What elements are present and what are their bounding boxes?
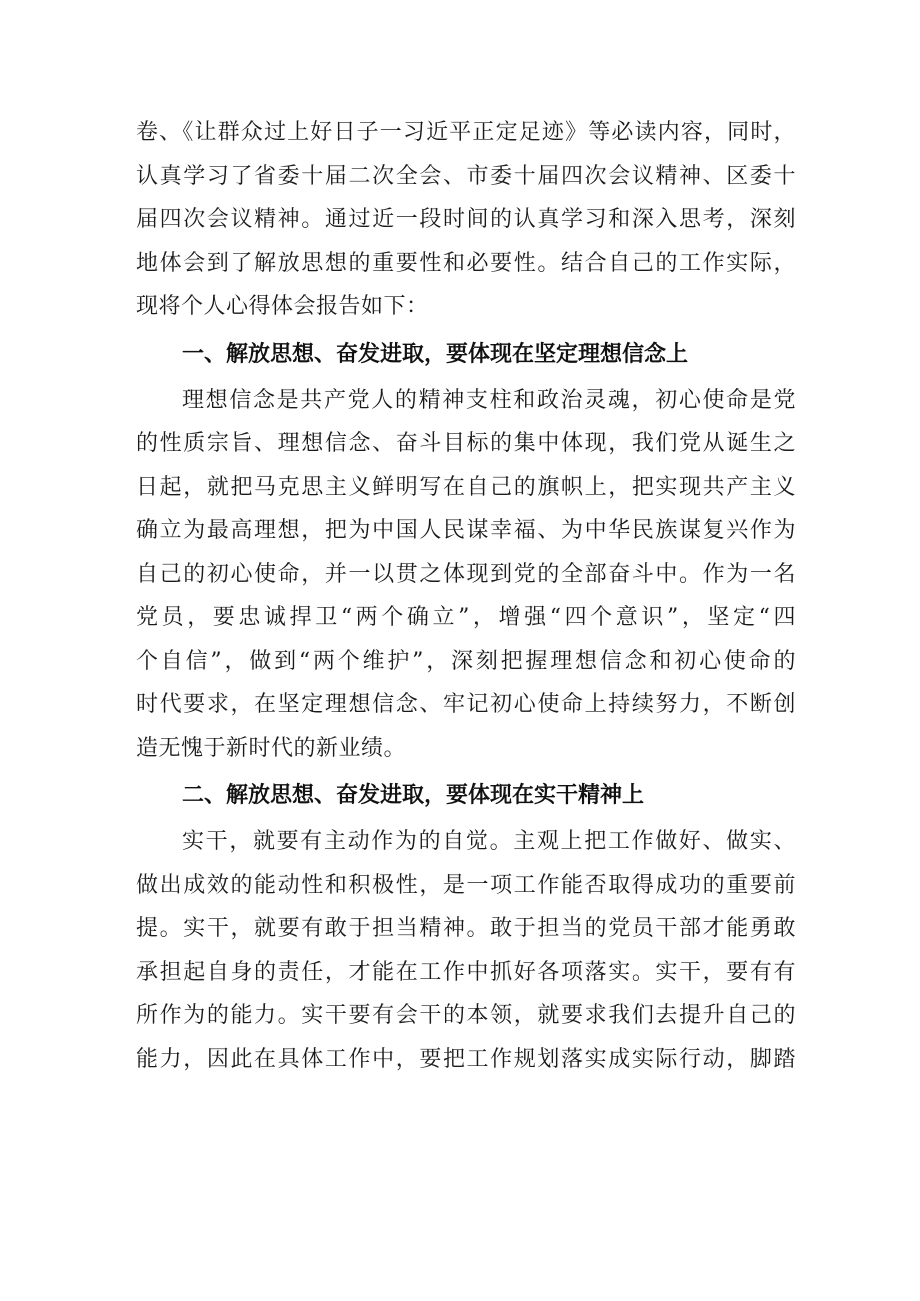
paragraph-line: 时代要求，在坚定理想信念、牢记初心使命上持续努力，不断创 bbox=[136, 692, 796, 717]
paragraph-line: 地体会到了解放思想的重要性和必要性。结合自己的工作实际， bbox=[136, 250, 796, 276]
section-heading-1: 一、解放思想、奋发进取，要体现在坚定理想信念上 bbox=[182, 341, 689, 367]
paragraph-line: 造无愧于新时代的新业绩。 bbox=[136, 735, 407, 761]
paragraph-line: 卷、《让群众过上好日子一习近平正定足迹》等必读内容，同时， bbox=[136, 120, 796, 145]
paragraph-line: 个自信”，做到“两个维护”，深刻把握理想信念和初心使命的 bbox=[136, 648, 796, 674]
paragraph-line: 所作为的能力。实干要有会干的本领，就要求我们去提升自己的 bbox=[136, 1003, 796, 1028]
section-2-paragraph bbox=[136, 820, 796, 1081]
paragraph-line: 党员，要忠诚捍卫“两个确立”，增强“四个意识”，坚定“四 bbox=[136, 605, 796, 630]
paragraph-line: 届四次会议精神。通过近一段时间的认真学习和深入思考，深刻 bbox=[136, 207, 796, 232]
paragraph-line: 能力，因此在具体工作中，要把工作规划落实成实际行动，脚踏 bbox=[136, 1046, 796, 1072]
paragraph-line: 自己的初心使命，并一以贯之体现到党的全部奋斗中。作为一名 bbox=[136, 561, 796, 587]
paragraph-line: 实干，就要有主动作为的自觉。主观上把工作做好、做实、 bbox=[182, 829, 796, 854]
paragraph-line: 现将个人心得体会报告如下： bbox=[136, 294, 429, 319]
paragraph-line: 认真学习了省委十届二次全会、市委十届四次会议精神、区委十 bbox=[136, 163, 796, 189]
intro-paragraph bbox=[136, 111, 796, 329]
paragraph-line: 理想信念是共产党人的精神支柱和政治灵魂，初心使命是党 bbox=[182, 387, 796, 413]
section-heading-2: 二、解放思想、奋发进取，要体现在实干精神上 bbox=[182, 783, 645, 808]
paragraph-line: 做出成效的能动性和积极性，是一项工作能否取得成功的重要前 bbox=[136, 872, 796, 898]
paragraph-line: 日起，就把马克思主义鲜明写在自己的旗帜上，把实现共产主义 bbox=[136, 474, 796, 500]
paragraph-line: 承担起自身的责任，才能在工作中抓好各项落实。实干，要有有 bbox=[136, 959, 796, 985]
paragraph-line: 的性质宗旨、理想信念、奋斗目标的集中体现，我们党从诞生之 bbox=[136, 431, 796, 456]
paragraph-line: 提。实干，就要有敢于担当精神。敢于担当的党员干部才能勇敢 bbox=[136, 916, 796, 941]
paragraph-line: 确立为最高理想，把为中国人民谋幸福、为中华民族谋复兴作为 bbox=[136, 518, 796, 543]
section-1-paragraph bbox=[136, 379, 796, 771]
document-body bbox=[136, 111, 796, 1081]
